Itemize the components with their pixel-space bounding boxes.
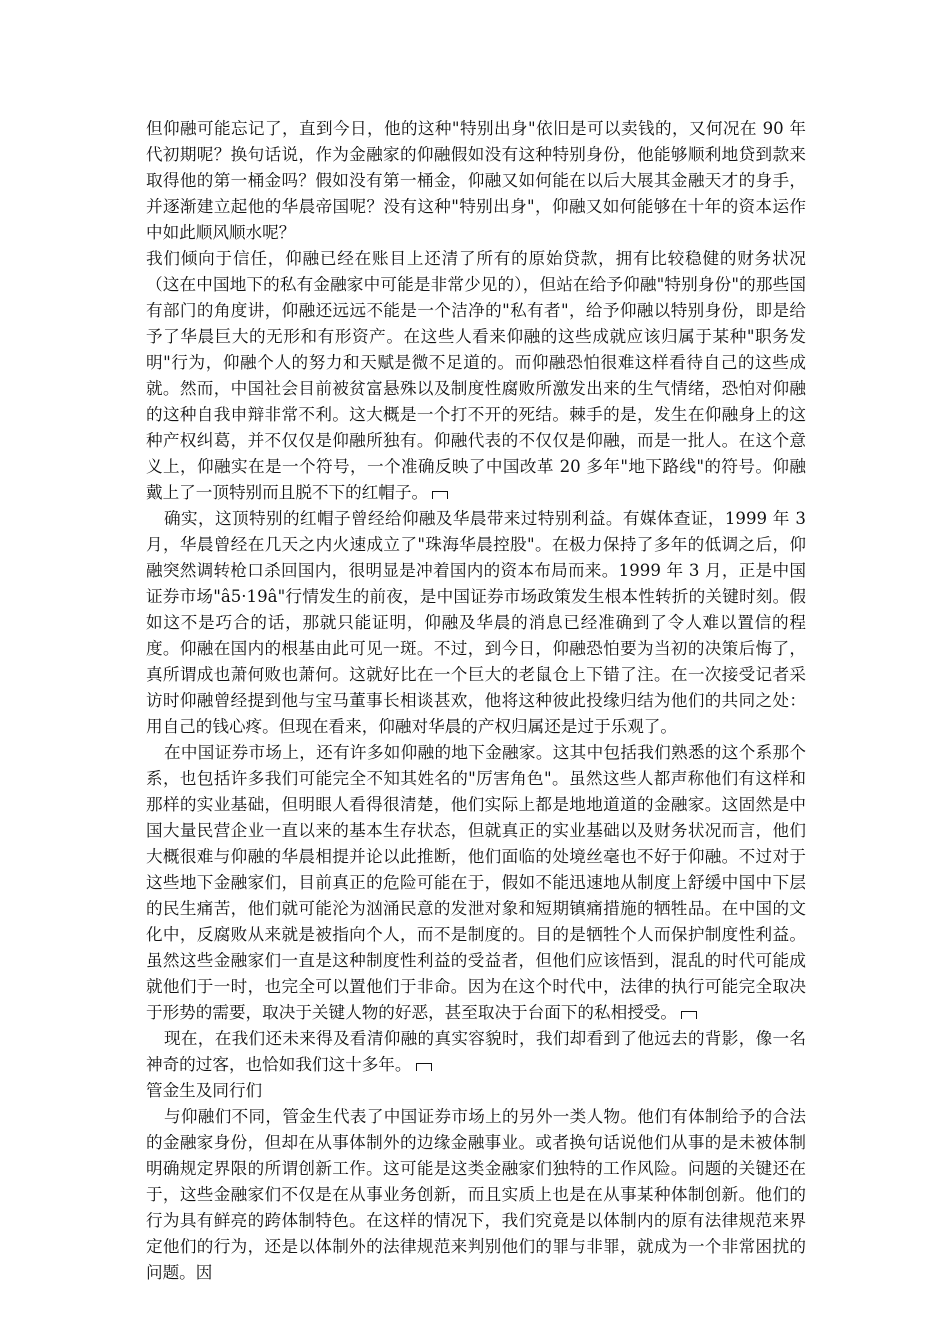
paragraph-6: 与仰融们不同，管金生代表了中国证券市场上的另外一类人物。他们有体制给予的合法的金融家身份，但却在从事体制外的边缘金融事业。或者换句话说他们从事的是未被体制明确规定界限的所谓创新工作。这可能是这类金融家们独特的工作风险。问题的关键还在于，这些金融家们不仅是在从事业务创新，而且实质上也是在从事某种体制创新。他们的行为具有鲜亮的跨体制特色。在这样的情况下，我们究竟是以体制内的原有法律规范来界定他们的行为，还是以体制外的法律规范来判别他们的罪与非罪，就成为一个非常困扰的问题。因 <box>146 1107 806 1282</box>
paragraph-end-mark <box>681 1011 697 1019</box>
paragraph-3: 确实，这顶特别的红帽子曾经给仰融及华晨带来过特别利益。有媒体查证，1999 年 3 月，华晨曾经在几天之内火速成立了"珠海华晨控股"。在极力保持了多年的低调之后，仰融突然调转枪口杀回国内，很明显是冲着国内的资本布局而来。1999 年 3 月，正是中国证券市场"â5·19â"行情发生的前夜，是中国证券市场政策发生根本性转折的关键时刻。假如这不是巧合的话，那就只能证明，仰融及华晨的消息已经准确到了令人难以置信的程度。仰融在国内的根基由此可见一斑。不过，到今日，仰融恐怕要为当初的决策后悔了，真所谓成也萧何败也萧何。这就好比在一个巨大的老鼠仓上下错了注。在一次接受记者采访时仰融曾经提到他与宝马董事长相谈甚欢，他将这种彼此投缘归结为他们的共同之处：用自己的钱心疼。但现在看来，仰融对华晨的产权归属还是过于乐观了。 <box>146 509 806 736</box>
paragraph-end-mark <box>432 491 448 499</box>
paragraph-end-mark <box>416 1063 432 1071</box>
paragraph-5: 现在，在我们还未来得及看清仰融的真实容貌时，我们却看到了他远去的背影，像一名神奇的过客，也恰如我们这十多年。 <box>146 1029 806 1074</box>
paragraph-1: 但仰融可能忘记了，直到今日，他的这种"特别出身"依旧是可以卖钱的，又何况在 90 年代初期呢？换句话说，作为金融家的仰融假如没有这种特别身份，他能够顺利地贷到款来取得他的第一桶金吗？假如没有第一桶金，仰融又如何能在以后大展其金融天才的身手，并逐渐建立起他的华晨帝国呢？没有这种"特别出身"，仰融又如何能够在十年的资本运作中如此顺风顺水呢？ <box>146 119 806 242</box>
section-heading: 管金生及同行们 <box>146 1081 263 1100</box>
paragraph-4: 在中国证券市场上，还有许多如仰融的地下金融家。这其中包括我们熟悉的这个系那个系，也包括许多我们可能完全不知其姓名的"厉害角色"。虽然这些人都声称他们有这样和那样的实业基础，但明眼人看得很清楚，他们实际上都是地地道道的金融家。这固然是中国大量民营企业一直以来的基本生存状态，但就真正的实业基础以及财务状况而言，他们大概很难与仰融的华晨相提并论以此推断，他们面临的处境丝毫也不好于仰融。不过对于这些地下金融家们，目前真正的危险可能在于，假如不能迅速地从制度上舒缓中国中下层的民生痛苦，他们就可能沦为汹涌民意的发泄对象和短期镇痛措施的牺牲品。在中国的文化中，反腐败从来就是被指向个人，而不是制度的。目的是牺牲个人而保护制度性利益。虽然这些金融家们一直是这种制度性利益的受益者，但他们应该悟到，混乱的时代可能成就他们于一时，也完全可以置他们于非命。因为在这个时代中，法律的执行可能完全取决于形势的需要，取决于关键人物的好恶，甚至取决于台面下的私相授受。 <box>146 743 806 1022</box>
paragraph-2: 我们倾向于信任，仰融已经在账目上还清了所有的原始贷款，拥有比较稳健的财务状况（这在中国地下的私有金融家中可能是非常少见的），但站在给予仰融"特别身份"的那些国有部门的角度讲，仰融还远远不能是一个洁净的"私有者"，给予仰融以特别身份，即是给予了华晨巨大的无形和有形资产。在这些人看来仰融的这些成就应该归属于某种"职务发明"行为，仰融个人的努力和天赋是微不足道的。而仰融恐怕很难这样看待自己的这些成就。然而，中国社会目前被贫富悬殊以及制度性腐败所激发出来的生气情绪，恐怕对仰融的这种自我申辩非常不利。这大概是一个打不开的死结。棘手的是，发生在仰融身上的这种产权纠葛，并不仅仅是仰融所独有。仰融代表的不仅仅是仰融，而是一批人。在这个意义上，仰融实在是一个符号，一个准确反映了中国改革 20 多年"地下路线"的符号。仰融戴上了一顶特别而且脱不下的红帽子。 <box>146 249 806 502</box>
document-page <box>146 116 806 1286</box>
